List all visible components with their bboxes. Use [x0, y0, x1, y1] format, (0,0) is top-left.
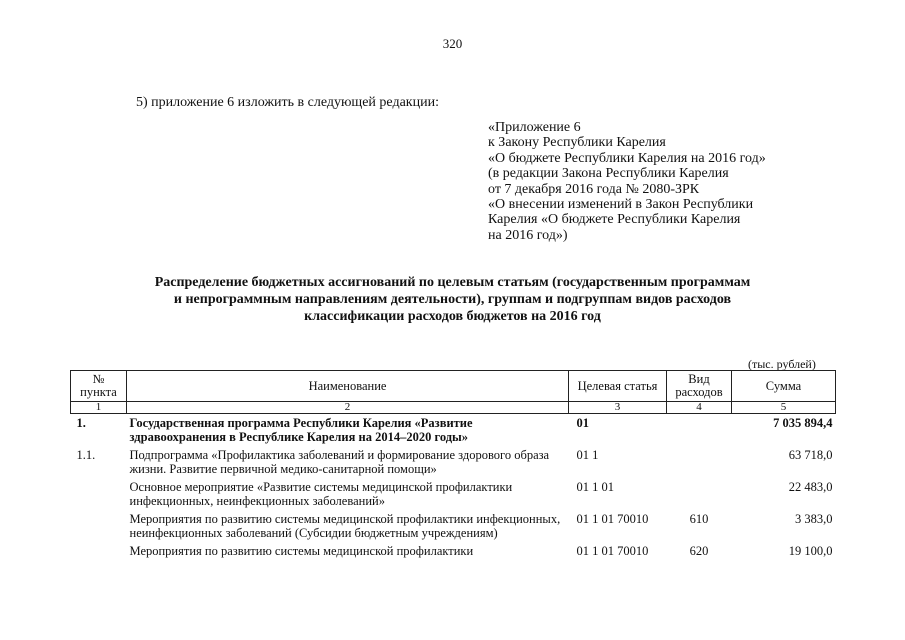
header-code: Целевая статья [569, 371, 667, 402]
appendix-reference [488, 120, 766, 243]
column-number: 1 [71, 402, 127, 414]
appendix-line: (в редакции Закона Республики Карелия [488, 166, 729, 182]
column-number: 2 [127, 402, 569, 414]
row-sum: 3 383,0 [795, 512, 833, 526]
units-label: (тыс. рублей) [748, 357, 816, 371]
row-code: 01 1 [576, 448, 599, 462]
row-type [667, 478, 732, 510]
title-line: Распределение бюджетных ассигнований по целевым статьям (государственным программам [154, 275, 751, 290]
row-sum: 63 718,0 [788, 448, 833, 462]
row-name: Государственная программа Республики Карелия «Развитие здравоохранения в Республике Карелия на 2014–2020 годы» [129, 416, 473, 444]
row-type [667, 446, 732, 478]
table-row [71, 478, 836, 510]
title-line: и непрограммным направлениям деятельности), группам и подгруппам видов расходов [173, 292, 732, 307]
row-code: 01 1 01 70010 [576, 544, 649, 558]
row-name: Основное мероприятие «Развитие системы медицинской профилактики инфекционных, неинфекционных заболеваний» [129, 480, 513, 508]
row-type: 610 [689, 512, 709, 526]
row-sum: 19 100,0 [788, 544, 833, 558]
document-title [100, 274, 805, 325]
table-row [71, 542, 836, 560]
row-name: Мероприятия по развитию системы медицинской профилактики [129, 544, 474, 558]
table-row [71, 510, 836, 542]
header-name: Наименование [127, 371, 569, 402]
row-num: 1.1. [76, 448, 96, 462]
header-num-line: № [92, 372, 105, 386]
appendix-line: «О бюджете Республики Карелия на 2016 год» [488, 150, 766, 166]
title-line: классификации расходов бюджетов на 2016 год [304, 309, 601, 324]
row-num [71, 478, 127, 510]
page-number: 320 [442, 36, 463, 51]
row-sum: 22 483,0 [788, 480, 833, 494]
appendix-line: на 2016 год») [488, 227, 568, 243]
table-row [71, 446, 836, 478]
table-row [71, 414, 836, 447]
appendix-line: Карелия «О бюджете Республики Карелия [488, 212, 741, 228]
column-number: 3 [569, 402, 667, 414]
header-type [667, 371, 732, 402]
header-num [71, 371, 127, 402]
budget-table [70, 370, 836, 560]
appendix-line: к Закону Республики Карелия [488, 135, 666, 151]
row-code: 01 [576, 416, 589, 430]
appendix-line: «О внесении изменений в Закон Республики [488, 197, 754, 213]
header-type-line: расходов [675, 385, 723, 399]
column-number: 5 [732, 402, 836, 414]
row-num [71, 542, 127, 560]
column-number-row [71, 402, 836, 414]
header-type-line: Вид [688, 372, 710, 386]
row-type: 620 [689, 544, 709, 558]
row-name: Подпрограмма «Профилактика заболеваний и формирование здорового образа жизни. Развитие первичной медико-санитарной помощи» [129, 448, 550, 476]
table-header-row [71, 371, 836, 402]
row-name: Мероприятия по развитию системы медицинской профилактики инфекционных, неинфекционных заболеваний (Субсидии бюджетным учреждениям) [129, 512, 561, 540]
row-num [71, 510, 127, 542]
header-num-line: пункта [80, 385, 117, 399]
column-number: 4 [667, 402, 732, 414]
row-sum: 7 035 894,4 [773, 416, 833, 430]
row-num: 1. [76, 416, 86, 430]
row-code: 01 1 01 70010 [576, 512, 649, 526]
row-type [667, 414, 732, 447]
header-sum: Сумма [732, 371, 836, 402]
intro-text: 5) приложение 6 изложить в следующей редакции: [136, 95, 439, 110]
appendix-line: «Приложение 6 [488, 120, 581, 135]
row-code: 01 1 01 [576, 480, 614, 494]
appendix-line: от 7 декабря 2016 года № 2080-ЗРК [488, 181, 700, 197]
